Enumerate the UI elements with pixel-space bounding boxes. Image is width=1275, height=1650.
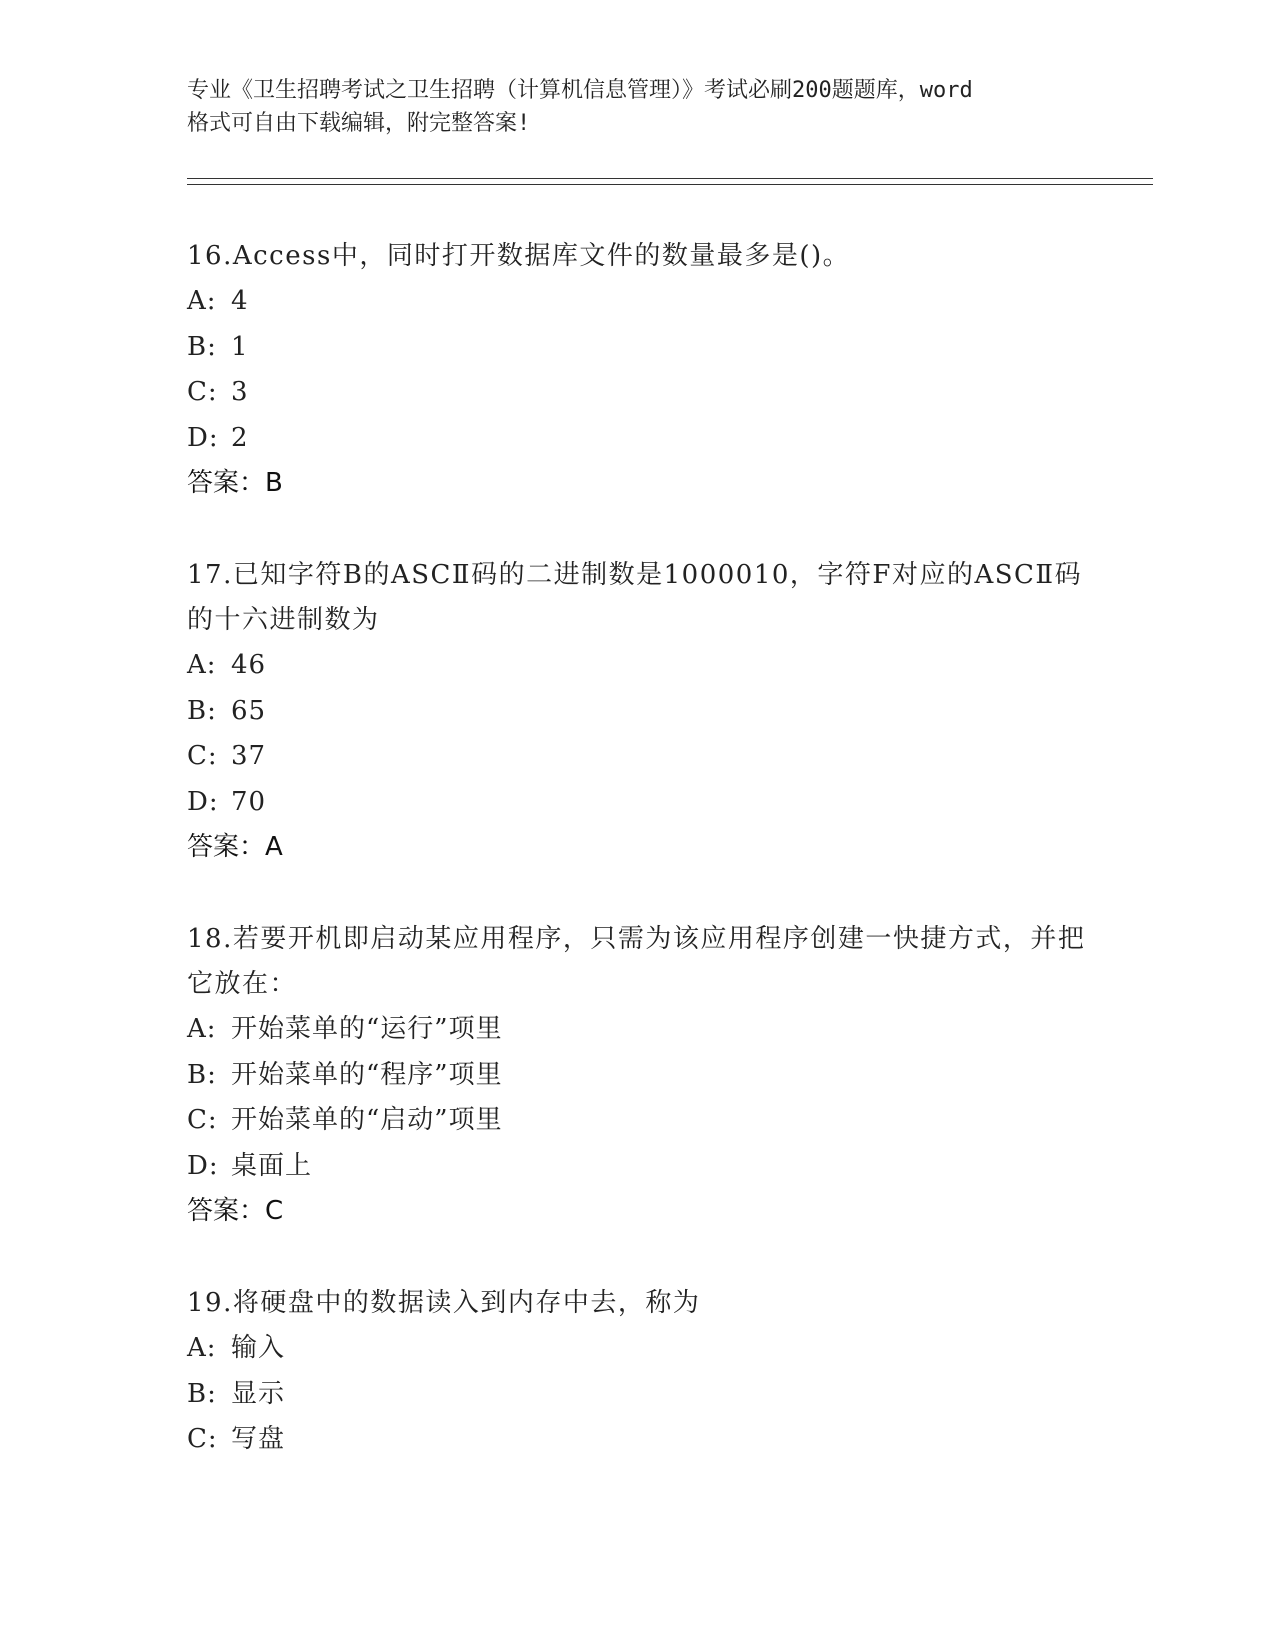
question-17: [187, 553, 1087, 870]
option-text: 2: [231, 422, 249, 453]
option-text: 46: [231, 650, 267, 680]
option-key: B:: [187, 1378, 217, 1409]
question-18: [187, 917, 1087, 1234]
document-header: [187, 74, 1097, 140]
option-text: 输入: [231, 1333, 286, 1363]
option-text: 开始菜单的“启动”项里: [231, 1105, 503, 1135]
option-b: [187, 689, 1087, 735]
option-key: B:: [187, 331, 217, 362]
option-b: [187, 1372, 1087, 1418]
option-key: A:: [187, 650, 217, 680]
option-d: [187, 1144, 1087, 1190]
option-text: 3: [231, 377, 249, 407]
option-text: 70: [231, 786, 267, 817]
question-16: [187, 234, 1087, 506]
option-c: [187, 734, 1087, 780]
option-text: 65: [231, 695, 267, 726]
option-c: [187, 1098, 1087, 1144]
option-text: 1: [231, 331, 249, 362]
option-a: [187, 1007, 1087, 1053]
option-d: [187, 780, 1087, 826]
option-key: A:: [187, 1014, 217, 1044]
header-double-rule: [187, 178, 1153, 185]
answer-line: 答案：C: [187, 1196, 284, 1226]
question-19: [187, 1281, 1087, 1463]
question-stem: 18.若要开机即启动某应用程序，只需为该应用程序创建一快捷方式，并把它放在：: [187, 924, 1086, 999]
option-a: [187, 279, 1087, 325]
option-key: C:: [187, 741, 218, 771]
option-d: [187, 416, 1087, 462]
option-b: [187, 1053, 1087, 1099]
answer-line: 答案：B: [187, 468, 283, 498]
question-stem: 17.已知字符B的ASCⅡ码的二进制数是1000010，字符F对应的ASCⅡ码的十六进制数为: [187, 560, 1083, 635]
option-key: C:: [187, 1424, 218, 1454]
option-key: B:: [187, 1059, 217, 1090]
option-key: D:: [187, 422, 219, 453]
option-text: 写盘: [231, 1424, 286, 1454]
option-key: B:: [187, 695, 217, 726]
option-text: 开始菜单的“程序”项里: [231, 1059, 503, 1090]
option-c: [187, 370, 1087, 416]
option-key: A:: [187, 286, 217, 316]
option-text: 显示: [231, 1378, 286, 1409]
option-text: 开始菜单的“运行”项里: [231, 1014, 503, 1044]
option-c: [187, 1417, 1087, 1463]
option-key: D:: [187, 786, 219, 817]
option-b: [187, 325, 1087, 371]
answer-line: 答案：A: [187, 832, 283, 862]
option-text: 37: [231, 741, 267, 771]
option-a: [187, 643, 1087, 689]
option-key: D:: [187, 1150, 219, 1181]
option-key: A:: [187, 1333, 217, 1363]
option-key: C:: [187, 377, 218, 407]
question-list: [187, 234, 1087, 1510]
option-text: 桌面上: [231, 1150, 313, 1181]
option-text: 4: [231, 286, 249, 316]
option-a: [187, 1326, 1087, 1372]
header-title-line-2: 格式可自由下载编辑，附完整答案!: [187, 111, 531, 136]
option-key: C:: [187, 1105, 218, 1135]
header-title-line-1: 专业《卫生招聘考试之卫生招聘（计算机信息管理）》考试必刷200题题库，word: [187, 78, 973, 103]
question-stem: 19.将硬盘中的数据读入到内存中去，称为: [187, 1288, 701, 1318]
question-stem: 16.Access中，同时打开数据库文件的数量最多是()。: [187, 241, 851, 271]
